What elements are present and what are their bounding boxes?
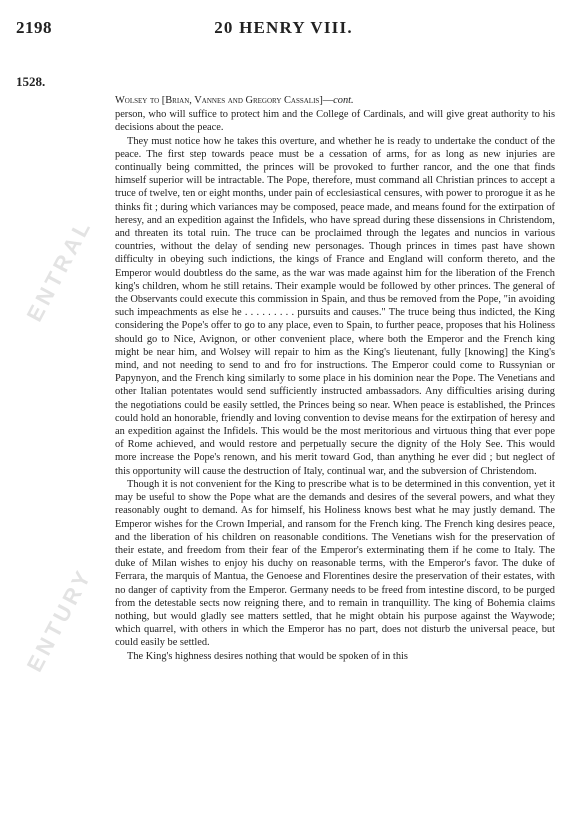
paragraph-1: person, who will suffice to protect him and the College of Cardinals, and will give great authority to his decisions about the peace. — [115, 109, 555, 134]
page-header — [16, 18, 551, 42]
running-head: 20 HENRY VIII. — [214, 18, 353, 37]
page-number: 2198 — [16, 18, 52, 37]
entry-bracket: ]— — [319, 95, 334, 106]
watermark-top: ENTRAL — [21, 213, 98, 326]
entry-continued: cont. — [333, 95, 354, 106]
body-text — [115, 94, 555, 663]
year-margin-note: 1528. — [16, 74, 46, 89]
entry-heading — [115, 94, 555, 107]
entry-author: Wolsey to [ — [115, 95, 166, 106]
watermark-bottom: ENTURY — [21, 563, 98, 676]
paragraph-2: They must notice how he takes this overture, and whether he is ready to undertake the conduct of the peace. The first step towards peace must be a cessation of arms, for as long as new injuries are continually being committed, the princes will be provoked to further rancor, and the one that finds himself superior will be intractable. The Pope, therefore, must command all Christian princes to accept a truce of twelve, ten or eight months, under pain of ecclesiastical censures, with power to prorogue it as he thinks fit ; during which variances may be composed, peace made, and means found for the extirpation of heresy, and an expedition against the Infidels, who have spread during these dissensions in Christendom, and threaten its total ruin. The truce can be proclaimed through the legates and nuncios in various countries, without the delay of sending new personages. Though princes in times past have shown difficulty in obeying such indictions, the kings of France and England will conform thereto, and the Emperor would doubtless do the same, as the war was made against him for the liberation of the French king's children, whom he still retains. Their example would be followed by other princes. The general of the Observants could execute this commission in Spain, and thus be removed from the Pope, "in avoiding such impeachments as else he . . . . . . . . . pursuits and causes." The truce being thus indicted, the King considering the Pope's offer to go to any place, even to Spain, to further peace, proposes that his Holiness should go to Nice, Avignon, or other convenient place, where both the Emperor and the French king might be near him, and Wolsey will repair to him as the King's lieutenant, fully [knowing] the King's mind, and not needing to send to and fro for instructions. The Emperor could come to Russynian or Papynyon, and the French king similarly to some place in his dominion near the Pope. The Venetians and other Italian potentates would send sufficiently instructed ambassadors. Any difficulties arising during the negotiations could be easily settled, the Princes being so near. When peace is established, the Princes could hold an honorable, friendly and loving convention to devise means for the extirpation of heresy and an expedition against the Infidels. This would be the most meritorious and virtuous thing that ever pope of Rome achieved, and would restore and perpetually secure the dignity of the Holy See. This would more increase the Pope's renown, and his merit toward God, than anything he ever did ; but neglect of this opportunity will cause the destruction of Italy, continual war, and the subversion of Christendom. — [115, 135, 555, 477]
entry-recipients: Brian, Vannes and Gregory Cassalis — [165, 95, 320, 106]
paragraph-3: Though it is not convenient for the King to prescribe what is to be determined in this convention, yet it may be useful to show the Pope what are the demands and desires of the several powers, and what they reasonably ought to demand. As for himself, his Holiness knows best what he may justly demand. The Emperor wishes for the Crown Imperial, and ransom for the French king. The French king desires peace, and the liberation of his children on reasonable conditions. The Venetians wish for the preservation of their estate, and freedom from their fear of the Emperor's exterminating them if he come to Italy. The duke of Milan wishes to enjoy his duchy on reasonable terms, with the Emperor's favor. The duke of Ferrara, the marquis of Mantua, the Genoese and Florentines desire the preservation of their estates, with no danger of captivity from the Emperor. Germany needs to be freed from intestine discord, to be purged from the detestable sects now reigning there, and to remain in tranquillity. The king of Bohemia claims nothing, but would gladly see matters settled, that he might obtain his purpose against the Waywode; which quarrel, with others in which the Emperor has no part, does not disturb the universal peace, but could easily be settled. — [115, 478, 555, 649]
paragraph-4: The King's highness desires nothing that would be spoken of in this — [127, 650, 408, 662]
